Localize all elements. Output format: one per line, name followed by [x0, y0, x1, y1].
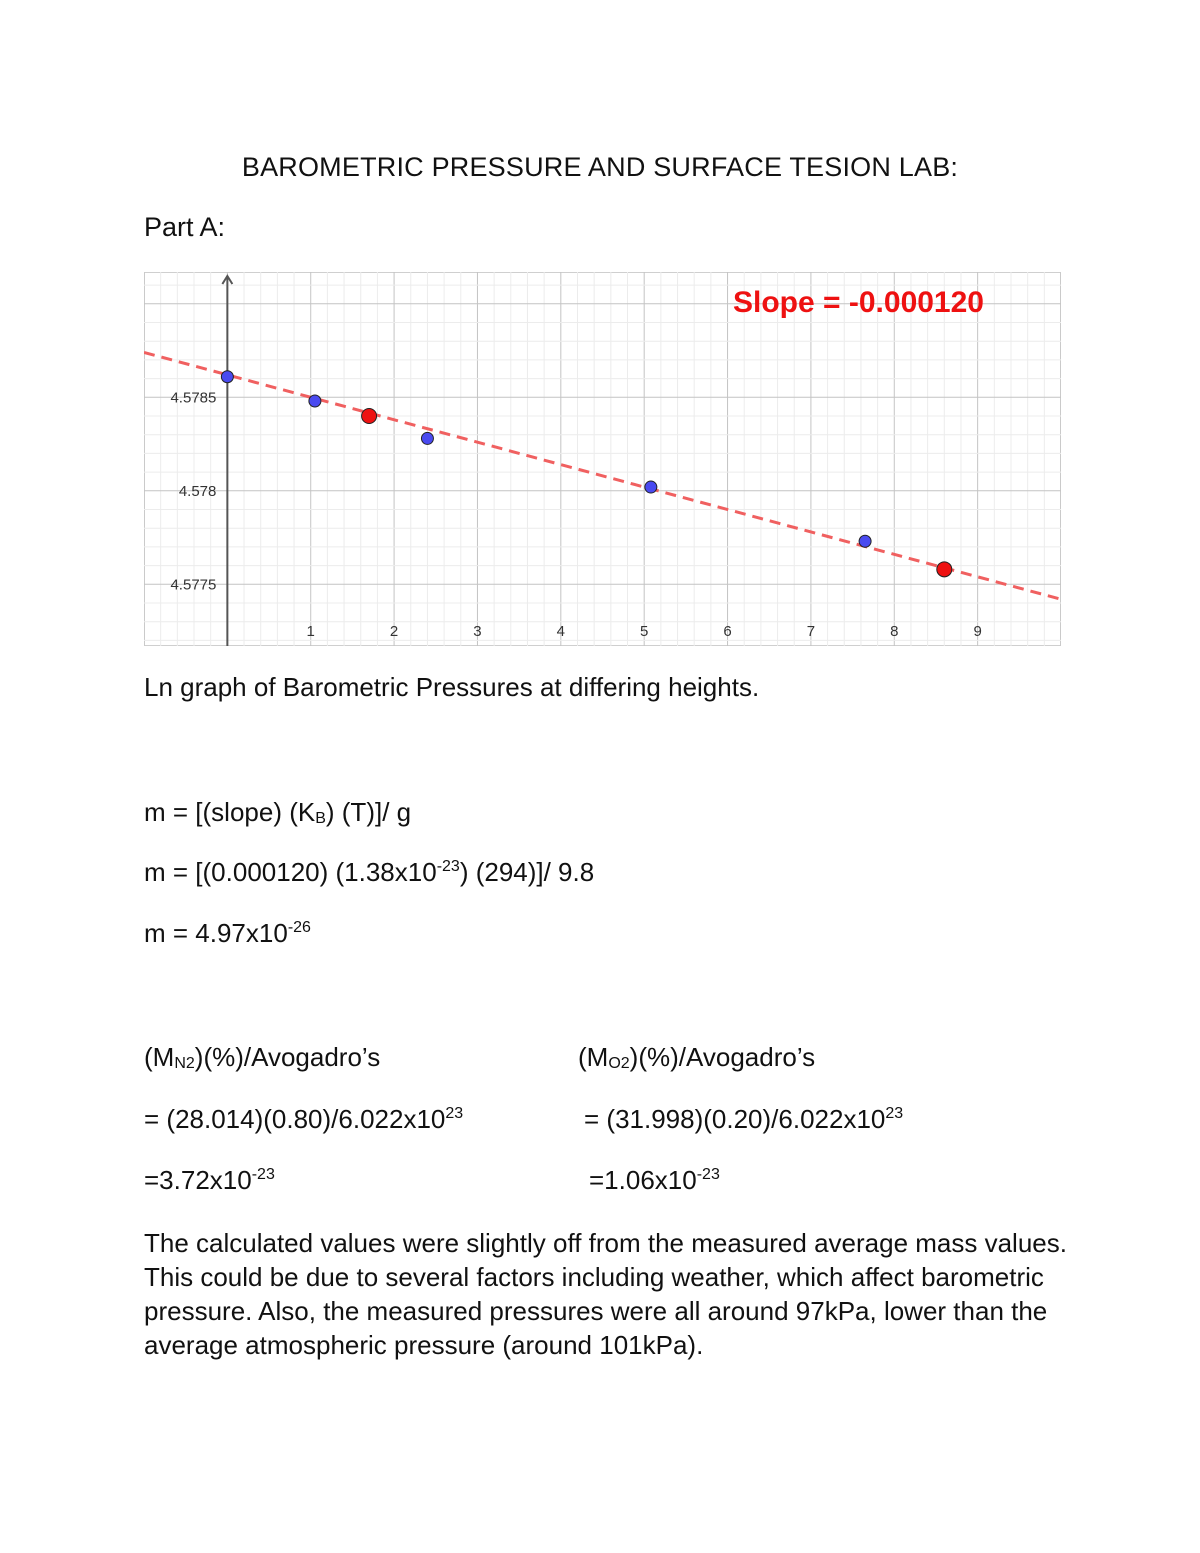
x-tick-label: 3 [473, 623, 482, 640]
data-point-blue [421, 432, 433, 444]
equation-exponent: 23 [445, 1105, 464, 1122]
o2-result [589, 1165, 720, 1196]
chart-grid [144, 272, 1061, 646]
equation-text: m = [(slope) (K [144, 797, 316, 827]
slope-annotation: Slope = -0.000120 [733, 286, 984, 319]
x-tick-label: 8 [890, 623, 899, 640]
conclusion-paragraph: The calculated values were slightly off from the measured average mass values. This could be due to several factors including weather, which affect barometric pressure. Also, the measured pressures were all around 97kPa, lower than the average atmospheric pressure (around 101kPa). [144, 1228, 1067, 1360]
chart-svg [144, 272, 1061, 646]
equation-formula [144, 797, 411, 828]
data-point-red [937, 562, 952, 577]
data-point-blue [645, 481, 657, 493]
n2-calculation [144, 1104, 463, 1135]
equation-exponent: -23 [251, 1166, 275, 1183]
equation-text: m = 4.97x10 [144, 918, 288, 948]
n2-result [144, 1165, 275, 1196]
equation-text: )(%)/Avogadro’s [629, 1042, 816, 1072]
x-tick-label: 4 [556, 623, 565, 640]
equation-text: ) (294)]/ 9.8 [459, 857, 595, 887]
equation-text: ) (T)]/ g [325, 797, 412, 827]
y-tick-label: 4.5785 [170, 389, 217, 407]
equation-text: (M [144, 1042, 175, 1072]
equation-subscript: O2 [608, 1055, 630, 1072]
o2-heading [578, 1042, 815, 1073]
x-tick-label: 9 [973, 623, 982, 640]
n2-heading [144, 1042, 380, 1073]
equation-subscript: N2 [174, 1055, 195, 1072]
chart-caption: Ln graph of Barometric Pressures at differing heights. [144, 672, 760, 702]
data-point-blue [309, 395, 321, 407]
x-tick-label: 5 [640, 623, 649, 640]
equation-text: = (31.998)(0.20)/6.022x10 [584, 1104, 886, 1134]
y-tick-label: 4.5775 [170, 576, 217, 594]
equation-text: m = [(0.000120) (1.38x10 [144, 857, 437, 887]
chart-frame [145, 273, 1061, 646]
equation-text: )(%)/Avogadro’s [194, 1042, 381, 1072]
equation-text: =1.06x10 [589, 1165, 697, 1195]
x-tick-label: 6 [723, 623, 732, 640]
pressure-chart [144, 272, 1061, 646]
x-tick-label: 7 [806, 623, 816, 640]
equation-exponent: -23 [696, 1166, 720, 1183]
equation-text: = (28.014)(0.80)/6.022x10 [144, 1104, 446, 1134]
equation-text: =3.72x10 [144, 1165, 252, 1195]
o2-calculation [584, 1104, 903, 1135]
equation-text: (M [578, 1042, 609, 1072]
x-tick-label: 2 [389, 623, 399, 640]
data-point-red [362, 408, 377, 423]
page-title: BAROMETRIC PRESSURE AND SURFACE TESION LAB: [241, 152, 959, 182]
equation-exponent: -23 [436, 858, 460, 875]
data-point-blue [859, 535, 871, 547]
equation-subscript: B [315, 810, 326, 827]
equation-result [144, 918, 311, 949]
x-tick-label: 1 [306, 623, 315, 640]
equation-exponent: -26 [287, 919, 311, 936]
data-point-blue [221, 371, 233, 383]
equation-exponent: 23 [885, 1105, 904, 1122]
section-heading: Part A: [144, 212, 226, 242]
equation-substitution [144, 857, 594, 888]
y-tick-label: 4.578 [178, 482, 217, 500]
